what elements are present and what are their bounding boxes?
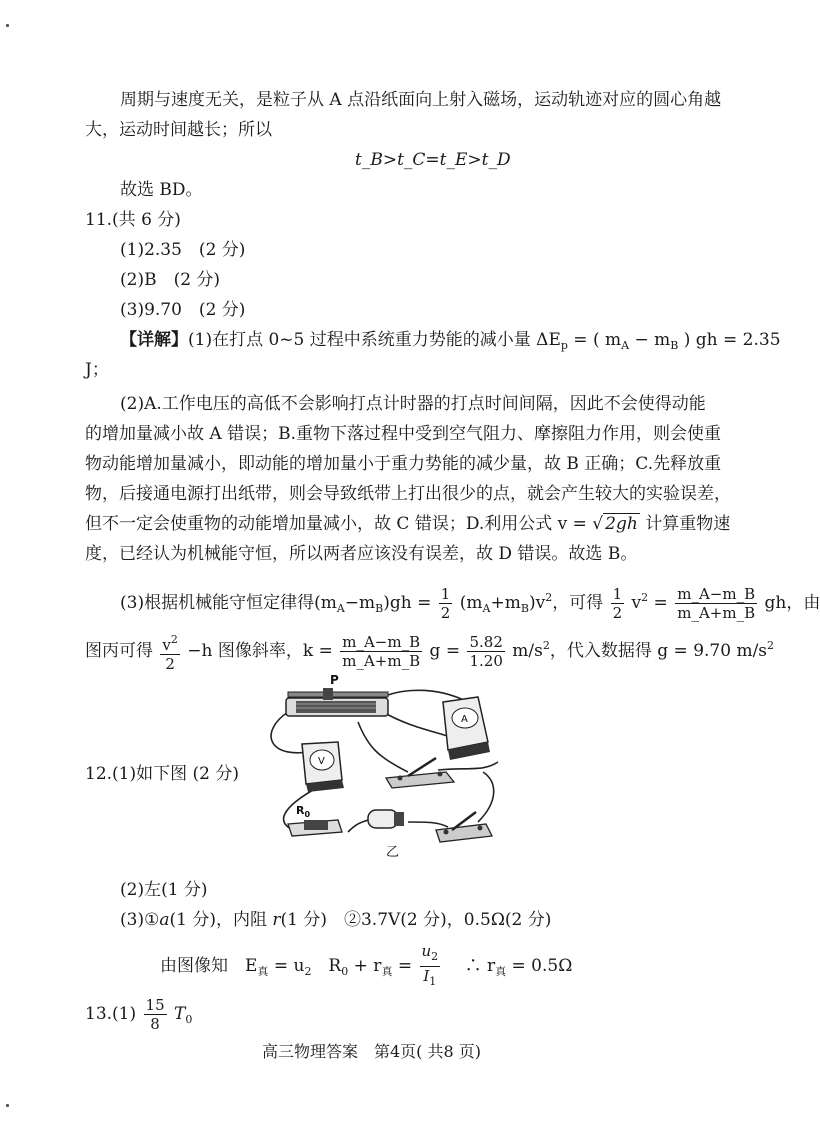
figure-caption: 乙 — [386, 845, 400, 860]
q12-derivation: 由图像知 $E_真 = u_2$ $R_0 + r_真$ = $\frac{u_2}{I_1}$ ∴ $r_真 = 0.5\Omega$ — [160, 942, 572, 992]
svg-text:V: V — [318, 756, 325, 767]
svg-text:A: A — [461, 714, 468, 725]
q11-answer-2: (2)B (2 分) — [120, 270, 221, 290]
fraction-mass-ratio: $\frac{m\_A-m\_B}{m\_A+m\_B}$ — [342, 633, 421, 670]
para-line: 大，运动时间越长；所以 — [85, 120, 272, 140]
q11-p2-line: 的增加量减小故 A 错误；B.重物下落过程中受到空气阻力、摩擦阻力作用，则会使重 — [85, 424, 721, 444]
q11-p2-line: 度，已经认为机械能守恒，所以两者应该没有误差，故 D 错误。故选 B。 — [85, 544, 638, 564]
q11-answer-3: (3)9.70 (2 分) — [120, 300, 246, 320]
q11-detail-line1-tail: J； — [85, 360, 109, 380]
q12-answer-3: (3)①a(1 分)，内阻 r(1 分) ②3.7V(2 分)，0.5Ω(2 分) — [120, 910, 552, 930]
conclusion: 故选 BD。 — [120, 180, 203, 200]
q11-detail-line1: 【详解】(1)在打点 0~5 过程中系统重力势能的减小量 $\Delta E_p$ = ( $m_A - m_B$ ) gh = 2.35 — [120, 330, 781, 352]
scan-mark — [6, 24, 9, 27]
fraction-v2-over-2: $\frac{v^2}{2}$ — [162, 632, 178, 673]
fraction-u2-over-I1: $\frac{u_2}{I_1}$ — [421, 942, 439, 988]
time-inequality — [355, 148, 511, 172]
scan-mark — [6, 1104, 9, 1107]
fraction-half: $\frac{1}{2}$ — [612, 585, 623, 622]
page-footer: 高三物理答案 第4页( 共8 页) — [262, 1042, 482, 1061]
fraction-slope: $\frac{5.82}{1.20}$ — [469, 633, 503, 670]
voltmeter — [302, 742, 344, 792]
q11-p2-line: 物动能增加量减小，即动能的增加量小于重力势能的减少量，故 B 正确；C.先释放重 — [85, 454, 722, 474]
q11-p2-line: 物，后接通电源打出纸带，则会导致纸带上打出很少的点，就会产生较大的实验误差， — [85, 484, 731, 504]
para-line: 周期与速度无关，是粒子从 A 点沿纸面向上射入磁场，运动轨迹对应的圆心角越 — [120, 90, 722, 110]
fraction-15-over-8: $\frac{15}{8}$ — [145, 996, 165, 1033]
label-P: P — [330, 673, 339, 687]
rheostat — [286, 673, 388, 716]
q11-header: 11.(共 6 分) — [85, 210, 181, 230]
detail-label: 【详解】 — [120, 330, 188, 350]
q11-p4-slope: 图丙可得 $\frac{v^2}{2}$ −h 图像斜率，k = $\frac{m\_A-m\_B}{m\_A+m\_B}$ g = $\frac{5.82}{1.20}$ $m/s^2$，代入数据得 g = 9.70 $m/s^2$ — [85, 632, 775, 673]
switch-right — [386, 758, 454, 788]
circuit-figure — [268, 672, 528, 858]
q11-p2-line: 但不一定会使重物的动能增加量减小，故 C 错误；D.利用公式 v = √ 2gh 计算重物速 — [85, 514, 731, 534]
battery — [368, 810, 404, 828]
svg-text:R0: $R_0$ — [296, 804, 311, 819]
q12-answer-2: (2)左(1 分) — [120, 880, 208, 900]
fraction-half: $\frac{1}{2}$ — [440, 585, 451, 622]
q12-header: 12.(1)如下图 (2 分) — [85, 764, 240, 784]
formula-text: t_B>t_C=t_E>t_D — [355, 150, 511, 170]
q11-p3-equation: (3)根据机械能守恒定律得$(m_A-m_B)gh$ = $\frac{1}{2}$ $(m_A+m_B)v^2$，可得 $\frac{1}{2}$ $v^2$ = $\frac{m\_A-m\_B}{m\_A+m\_B}$ gh，由 — [120, 585, 820, 622]
ammeter — [443, 697, 490, 760]
q11-answer-1: (1)2.35 (2 分) — [120, 240, 246, 260]
q13-answer-1: 13.(1) $\frac{15}{8}$ $T_0$ — [85, 996, 193, 1033]
q11-p2-line: (2)A.工作电压的高低不会影响打点计时器的打点时间间隔，因此不会使得动能 — [120, 394, 706, 414]
fraction-mass-ratio: $\frac{m\_A-m\_B}{m\_A+m\_B}$ — [677, 585, 756, 622]
resistor-R0 — [288, 804, 342, 836]
